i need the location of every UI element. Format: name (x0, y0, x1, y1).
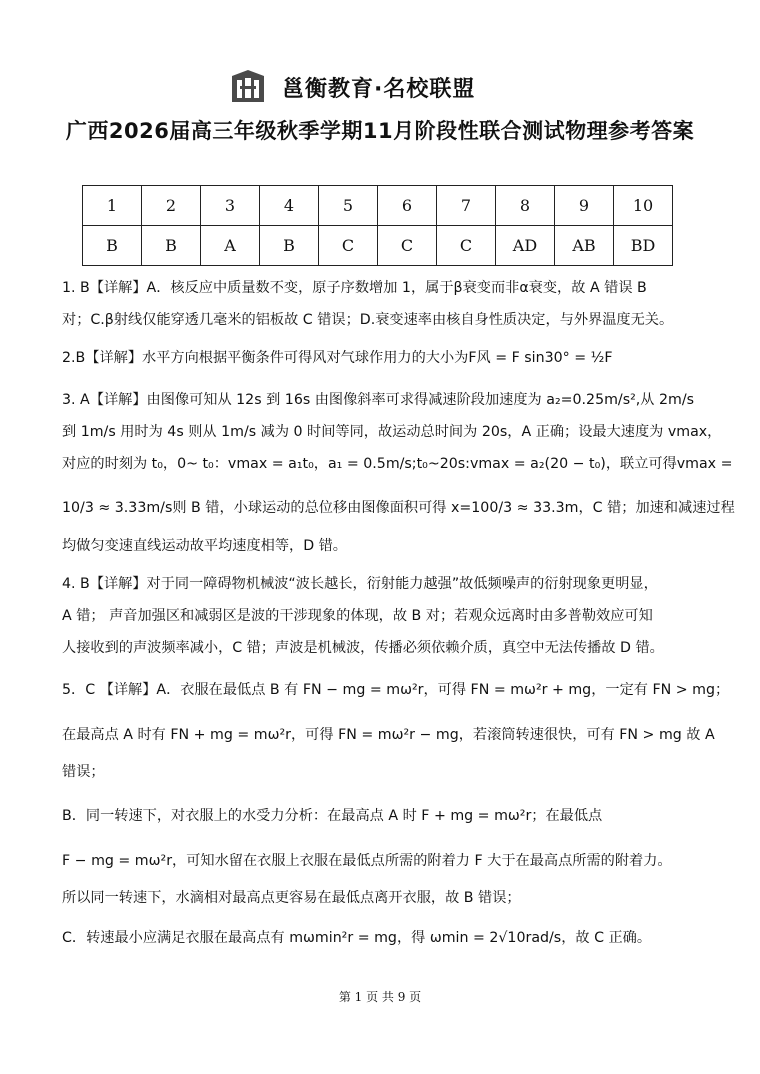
question-number: 2 (142, 186, 201, 226)
question-number: 3 (201, 186, 260, 226)
explanation-line: C．转速最小应满足衣服在最高点有 mωmin²r = mg，得 ωmin = 2√10rad/s，故 C 正确。 (62, 930, 652, 946)
question-number: 5 (319, 186, 378, 226)
answer-cell: BD (614, 226, 673, 266)
question-number: 7 (437, 186, 496, 226)
explanation-line: 2.B【详解】水平方向根据平衡条件可得风对气球作用力的大小为F风 = F sin30° = ½F (62, 350, 613, 366)
answer-cell: AD (496, 226, 555, 266)
question-number: 10 (614, 186, 673, 226)
explanation-line: 1. B【详解】A．核反应中质量数不变，原子序数增加 1，属于β衰变而非α衰变，故 A 错误 B (62, 280, 647, 296)
explanation-line: B．同一转速下，对衣服上的水受力分析：在最高点 A 时 F + mg = mω²r；在最低点 (62, 808, 603, 824)
question-number: 6 (378, 186, 437, 226)
page-header (0, 62, 760, 112)
question-number: 1 (83, 186, 142, 226)
page-number: 第 1 页 共 9 页 (338, 990, 422, 1004)
explanation-line: F − mg = mω²r，可知水留在衣服上衣服在最低点所需的附着力 F 大于在最高点所需的附着力。 (62, 853, 672, 869)
explanation-line: 错误； (62, 764, 105, 780)
answer-cell: B (260, 226, 319, 266)
explanation-line: 均做匀变速直线运动故平均速度相等，D 错。 (62, 538, 347, 554)
question-number: 9 (555, 186, 614, 226)
explanation-line: 5．C 【详解】A．衣服在最低点 B 有 FN − mg = mω²r，可得 FN = mω²r + mg，一定有 FN > mg； (62, 682, 730, 698)
document-title: 广西2026届高三年级秋季学期11月阶段性联合测试物理参考答案 (65, 119, 695, 143)
answer-cell: B (83, 226, 142, 266)
explanation-line: 对；C.β射线仅能穿透几毫米的铝板故 C 错误；D.衰变速率由核自身性质决定，与外界温度无关。 (62, 312, 674, 328)
answer-cell: B (142, 226, 201, 266)
answer-cell: AB (555, 226, 614, 266)
explanation-line: 4. B【详解】对于同一障碍物机械波“波长越长，衍射能力越强”故低频噪声的衍射现象更明显， (62, 576, 658, 592)
explanation-line: A 错； 声音加强区和减弱区是波的干涉现象的体现，故 B 对；若观众远离时由多普勒效应可知 (62, 608, 653, 624)
answer-table-answer-row (83, 226, 673, 266)
organization-name: 邕衡教育·名校联盟 (282, 77, 476, 102)
answer-table (82, 185, 673, 266)
question-number: 8 (496, 186, 555, 226)
explanation-line: 对应的时刻为 t₀，0~ t₀：vmax = a₁t₀，a₁ = 0.5m/s;t₀~20s:vmax = a₂(20 − t₀)，联立可得vmax = (62, 456, 733, 472)
explanation-line: 10/3 ≈ 3.33m/s则 B 错，小球运动的总位移由图像面积可得 x=100/3 ≈ 33.3m，C 错；加速和减速过程 (62, 500, 735, 516)
answer-cell: C (378, 226, 437, 266)
explanation-line: 到 1m/s 用时为 4s 则从 1m/s 减为 0 时间等同，故运动总时间为 20s，A 正确；设最大速度为 vmax， (62, 424, 722, 440)
explanation-line: 在最高点 A 时有 FN + mg = mω²r，可得 FN = mω²r − mg，若滚筒转速很快，可有 FN > mg 故 A (62, 727, 715, 743)
answer-table-number-row (83, 186, 673, 226)
answer-cell: C (437, 226, 496, 266)
explanation-line: 人接收到的声波频率减小，C 错；声波是机械波，传播必须依赖介质，真空中无法传播故 D 错。 (62, 640, 664, 656)
explanation-line: 3. A【详解】由图像可知从 12s 到 16s 由图像斜率可求得减速阶段加速度为 a₂=0.25m/s²,从 2m/s (62, 392, 695, 408)
school-logo-icon (228, 66, 268, 106)
answer-cell: A (201, 226, 260, 266)
question-number: 4 (260, 186, 319, 226)
answer-cell: C (319, 226, 378, 266)
explanation-line: 所以同一转速下，水滴相对最高点更容易在最低点离开衣服，故 B 错误； (62, 890, 521, 906)
